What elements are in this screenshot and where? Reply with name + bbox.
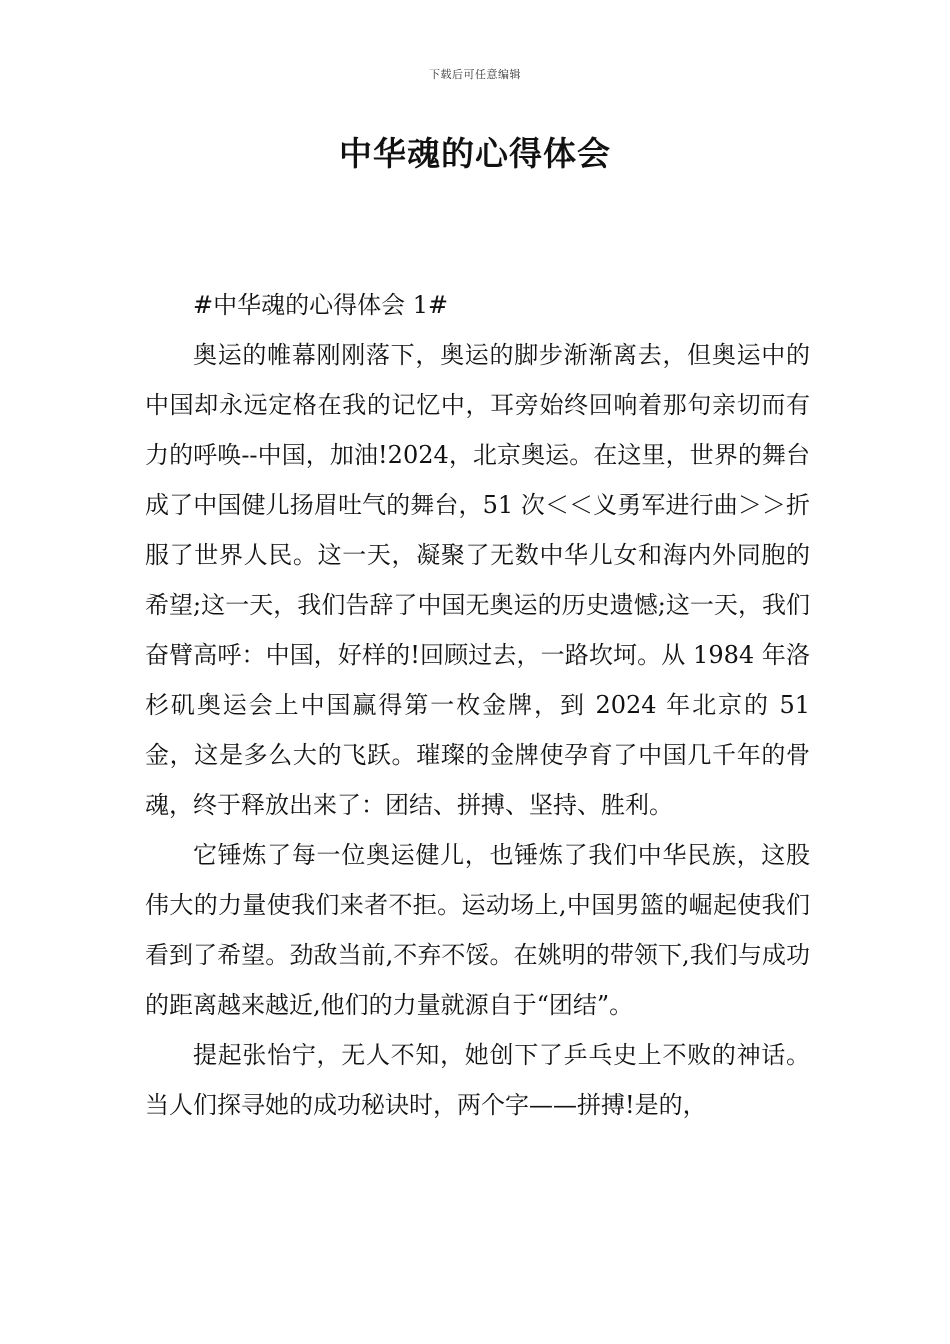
document-body: [145, 280, 810, 1130]
paragraph-2: 它锤炼了每一位奥运健儿，也锤炼了我们中华民族，这股伟大的力量使我们来者不拒。运动场上,中国男篮的崛起使我们看到了希望。劲敌当前,不弃不馁。在姚明的带领下,我们与成功的距离越来越近,他们的力量就源自于“团结”。: [145, 841, 810, 1019]
paragraph-3: 提起张怡宁，无人不知，她创下了乒乓史上不败的神话。当人们探寻她的成功秘诀时，两个字——拼搏!是的，: [145, 1041, 810, 1119]
page-title: 中华魂的心得体会: [339, 134, 611, 173]
paragraph-1: 奥运的帷幕刚刚落下，奥运的脚步渐渐离去，但奥运中的中国却永远定格在我的记忆中，耳旁始终回响着那句亲切而有力的呼唤--中国，加油!2024，北京奥运。在这里，世界的舞台成了中国健儿扬眉吐气的舞台，51 次＜＜义勇军进行曲＞＞折服了世界人民。这一天，凝聚了无数中华儿女和海内外同胞的希望;这一天，我们告辞了中国无奥运的历史遗憾;这一天，我们奋臂高呼：中国，好样的!回顾过去，一路坎坷。从 1984 年洛杉矶奥运会上中国赢得第一枚金牌，到 2024 年北京的 51 金，这是多么大的飞跃。璀璨的金牌使孕育了中国几千年的骨魂，终于释放出来了：团结、拼搏、坚持、胜利。: [145, 341, 810, 819]
header-note: 下载后可任意编辑: [429, 68, 521, 81]
section-heading: #中华魂的心得体会 1#: [193, 291, 449, 319]
